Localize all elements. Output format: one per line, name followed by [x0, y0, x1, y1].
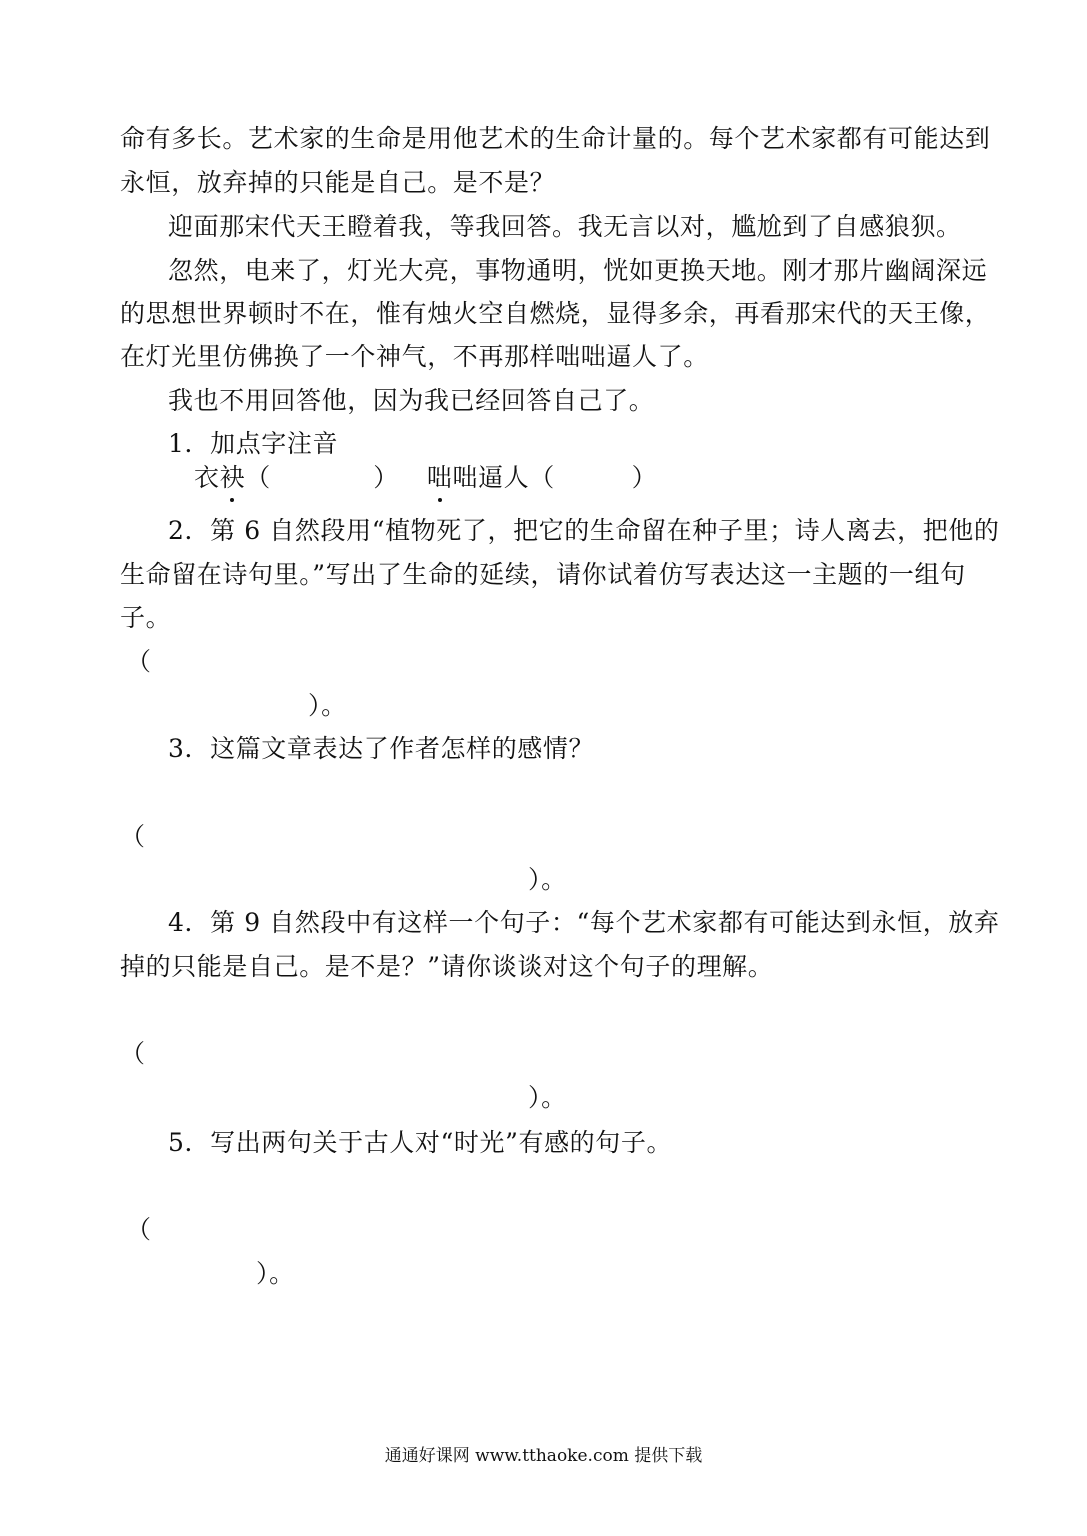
word-1-prefix: 衣 [194, 463, 220, 492]
question-1-title: 1．加点字注音 [168, 429, 339, 458]
footer-suffix: 提供下载 [634, 1446, 703, 1466]
answer-close-paren: ）。 [528, 865, 567, 894]
passage-line: 忽然，电来了，灯光大亮，事物通明，恍如更换天地。刚才那片幽阔深远 [168, 256, 988, 285]
word-2-rest: 咄逼人 [452, 463, 530, 492]
answer-open-paren[interactable]: （ [126, 647, 152, 676]
passage-line: 的思想世界顿时不在，惟有烛火空自燃烧，显得多余，再看那宋代的天王像， [120, 299, 991, 328]
answer-blank[interactable]: （ ） [529, 463, 658, 492]
page-footer [0, 1444, 1087, 1468]
passage-line: 命有多长。艺术家的生命是用他艺术的生命计量的。每个艺术家都有可能达到 [120, 124, 991, 153]
answer-open-paren[interactable]: （ [126, 1215, 152, 1244]
dotted-char: 袂 [220, 461, 246, 495]
question-4-text: 掉的只能是自己。是不是？”请你谈谈对这个句子的理解。 [120, 952, 774, 981]
question-1-items [194, 461, 657, 495]
answer-close-paren: ）。 [256, 1259, 295, 1288]
question-5-text: 5．写出两句关于古人对“时光”有感的句子。 [168, 1128, 673, 1157]
question-2-text: 生命留在诗句里。”写出了生命的延续，请你试着仿写表达这一主题的一组句 [120, 560, 966, 589]
answer-blank[interactable]: （ ） [245, 463, 399, 492]
footer-url-link[interactable]: www.tthaoke.com [475, 1446, 629, 1466]
question-2-text: 2．第 6 自然段用“植物死了，把它的生命留在种子里；诗人离去，把他的 [168, 516, 1000, 545]
answer-close-paren: ）。 [308, 691, 347, 720]
passage-paragraph: 我也不用回答他，因为我已经回答自己了。 [168, 386, 655, 415]
passage-paragraph: 迎面那宋代天王瞪着我，等我回答。我无言以对，尴尬到了自感狼狈。 [168, 212, 962, 241]
question-4-text: 4．第 9 自然段中有这样一个句子：“每个艺术家都有可能达到永恒，放弃 [168, 908, 1000, 937]
footer-site-name: 通通好课网 [384, 1446, 470, 1466]
question-2-text: 子。 [120, 603, 172, 632]
dotted-char: 咄 [427, 461, 453, 495]
answer-open-paren[interactable]: （ [120, 1039, 146, 1068]
question-3-text: 3．这篇文章表达了作者怎样的感情？ [168, 734, 595, 763]
passage-line: 永恒，放弃掉的只能是自己。是不是？ [120, 168, 556, 197]
answer-open-paren[interactable]: （ [120, 822, 146, 851]
passage-line: 在灯光里仿佛换了一个神气，不再那样咄咄逼人了。 [120, 342, 709, 371]
answer-close-paren: ）。 [528, 1083, 567, 1112]
